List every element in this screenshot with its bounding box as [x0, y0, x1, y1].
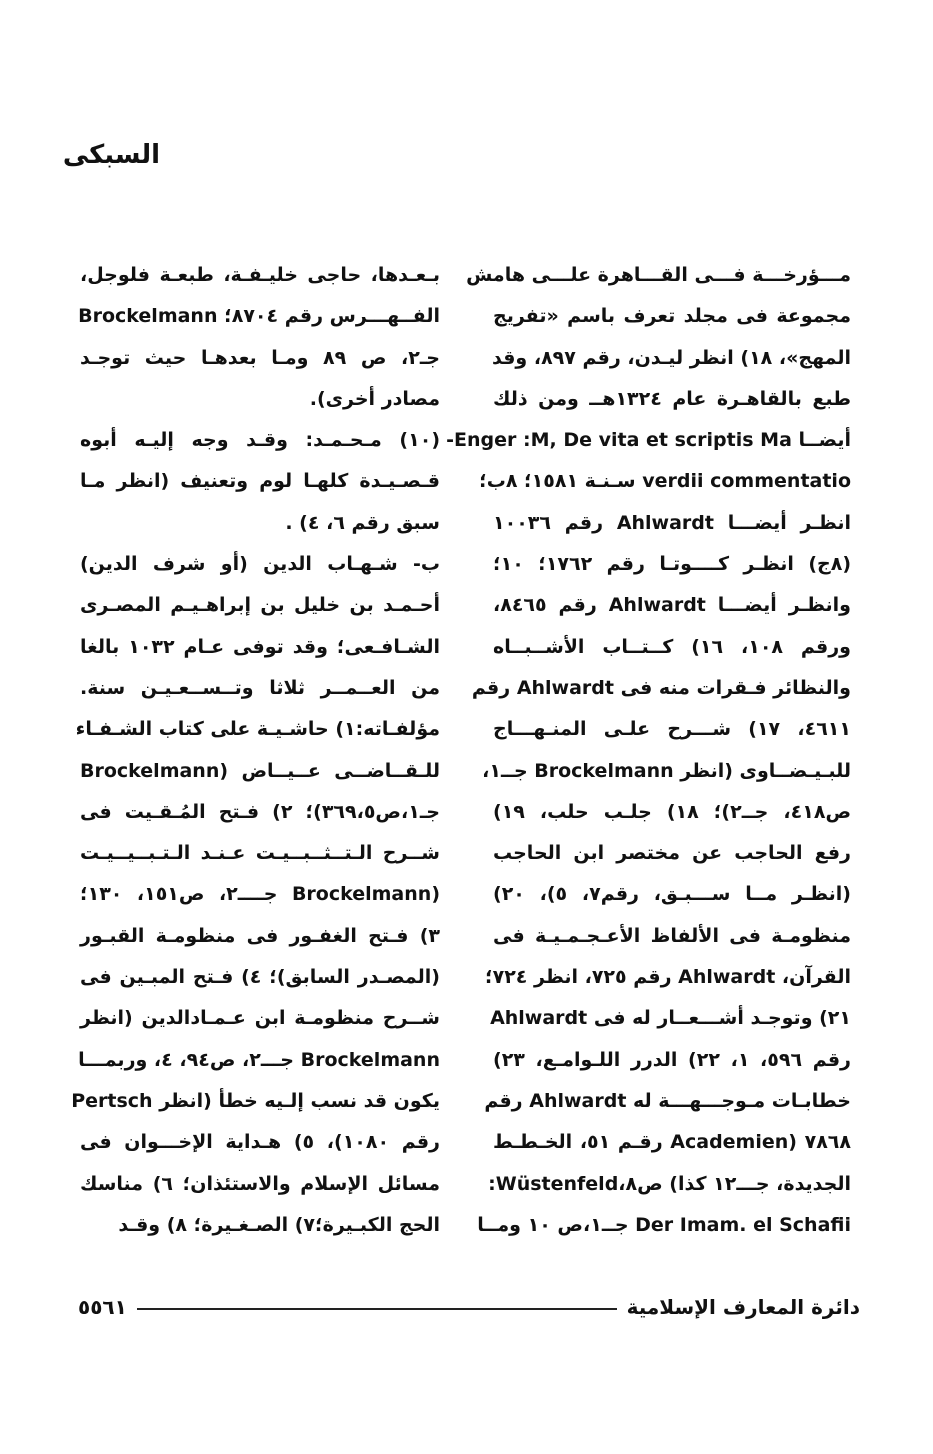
text-line: يكون قد نسب إلـيه خطأ (انظر Pertsch — [71, 1089, 440, 1112]
text-line: جـ٢، ص ٨٩ ومـا بعدهـا حيث توجـد — [80, 346, 440, 369]
text-line: ب- شـهـاب الدين (أو شرف الدين) — [80, 553, 440, 576]
text-line: ٢١) وتوجـد أشـــعــار له فى Ahlwardt — [490, 1007, 851, 1030]
text-line: سبق رقم ٦، ٤) . — [285, 511, 440, 534]
text-line: الجديدة، جـــ١٢ كذا) ص٨،Wüstenfeld: — [488, 1172, 851, 1195]
text-line: الفــهـــرس رقم ٨٧٠٤؛ Brockelmann — [78, 305, 440, 328]
text-line: وانظـر أيضـــا Ahlwardt رقم ٨٤٦٥، — [493, 594, 851, 617]
text-line: شــرح الـتــثــبــيـت عـنـد الـتـبــيــيـت — [80, 842, 440, 865]
text-line: للبـيـضــاوى (انظر Brockelmann جــ١، — [482, 759, 851, 782]
text-line: مصادر أخرى). — [309, 387, 440, 410]
page-number: ٥٥٦١ — [78, 1295, 127, 1319]
text-line: شــرح منظومـة ابن عـمـادالدين (انظر — [80, 1007, 440, 1030]
left-text-column — [71, 255, 440, 1246]
text-line: رقم ٥٩٦، ١، ٢٢) الدرر اللـوامـع، ٢٣) — [493, 1048, 851, 1071]
text-line: (Brockelmann جــــ٢، ص١٥١، ١٣٠؛ — [80, 883, 440, 906]
text-line: طبع بالقاهـرة عام ١٣٢٤هــ ومن ذلك — [493, 387, 851, 410]
text-line: القرآن، Ahlwardt رقم ٧٢٥، انظر ٧٢٤؛ — [484, 966, 851, 989]
footer-journal-title: دائرة المعارف الإسلامية — [626, 1295, 860, 1319]
text-line: بـعـدها، حاجى خليـفـة، طبعـة فلوجل، — [80, 264, 440, 286]
text-line: والنظائر فـقرات منه فى Ahlwardt رقم — [471, 676, 851, 699]
text-line: أحـمـد بن خليل بن إبراهـيـم المصـرى — [80, 594, 440, 617]
text-line: مسائل الإسلام والاستئذان؛ ٦) مناسك — [80, 1172, 440, 1195]
text-line: Der Imam. el Schafii جــ١،ص ١٠ ومــا — [477, 1213, 851, 1236]
text-line: رفع الحاجب عن مختصر ابن الحاجب — [493, 842, 851, 865]
text-line: خطابـات مـوجـــهـــة له Ahlwardt رقم — [484, 1089, 851, 1112]
text-line: مـــؤرخـــة فـــى القـــاهرة علـــى هامش — [466, 264, 851, 286]
footer-rule — [137, 1308, 617, 1310]
text-line: (٨ج) انظـر كــــوتـا رقم ١٧٦٢؛ ١٠؛ — [493, 553, 851, 576]
text-line: منظومـة فى الألفاظ الأعـجـمـيـة فى — [493, 924, 851, 947]
text-line: أيضــا Enger :M, De vita et scriptis Ma- — [446, 429, 851, 452]
text-line: ٣) فـتح الغفـور فى منظومـة القبـور — [80, 924, 440, 947]
text-line: Brockelmann جـــ٢، ص٩٤، ٤، وربمـــا — [78, 1048, 440, 1071]
right-text-column — [446, 255, 851, 1246]
text-line: من العــمــر ثلاثا وتــســعـيـن سنة. — [80, 676, 440, 699]
text-line: للـقــاضــى عــيــاض (Brockelmann — [80, 759, 440, 782]
running-header-title: السبكى — [62, 140, 160, 170]
text-line: قـصـيـدة كلهـا لوم وتعنيف (انظر مـا — [80, 470, 440, 493]
text-line: ص٤١٨، جــ٢)؛ ١٨) جلـب حلب، ١٩) — [493, 800, 851, 823]
text-line: ورقم ١٠٨، ١٦) كــتــاب الأشــبــاه — [493, 635, 851, 658]
text-line: مجموعة فى مجلد تعرف باسم «تفريج — [493, 305, 851, 328]
text-line: ٧٨٦٨ (Academien رقـم ٥١، الخـطـط — [493, 1131, 851, 1154]
text-line: انظـر أيضـــا Ahlwardt رقم ١٠٠٣٦ — [493, 511, 851, 534]
text-line: (المصـدر السابق)؛ ٤) فـتح المبـين فى — [80, 966, 440, 989]
text-line: (انظـر مــا ســـبـق، رقم٧، ٥)، ٢٠) — [493, 883, 851, 906]
text-line: verdii commentatio سـنـة ١٥٨١؛ ٨ب؛ — [479, 470, 851, 493]
text-line: ٤٦١١، ١٧) شـــرح علـى المنـهـــاج — [493, 718, 851, 741]
text-line: الشـافـعى؛ وقد توفى عـام ١٠٣٢ بالغا — [80, 635, 440, 658]
text-line: (١٠) مـحـمـد: وقـد وجه إليـه أبوه — [80, 429, 440, 452]
text-line: رقم ١٠٨٠)، ٥) هـداية الإخـــوان فى — [80, 1131, 440, 1154]
text-line: جـ١،ص٣٦٩،٥)؛ ٢) فـتح المُـقـيت فى — [80, 800, 440, 823]
text-line: المهج»، ١٨) انظر ليـدن، رقم ٨٩٧، وقد — [492, 346, 851, 369]
page-footer — [78, 1287, 860, 1327]
text-line: مؤلفـاته:١) حاشـيـة على كتاب الشـفـاء — [75, 718, 440, 741]
text-line: الحج الكبـيرة؛٧) الصـغـيرة؛ ٨) وقـد — [118, 1213, 440, 1236]
